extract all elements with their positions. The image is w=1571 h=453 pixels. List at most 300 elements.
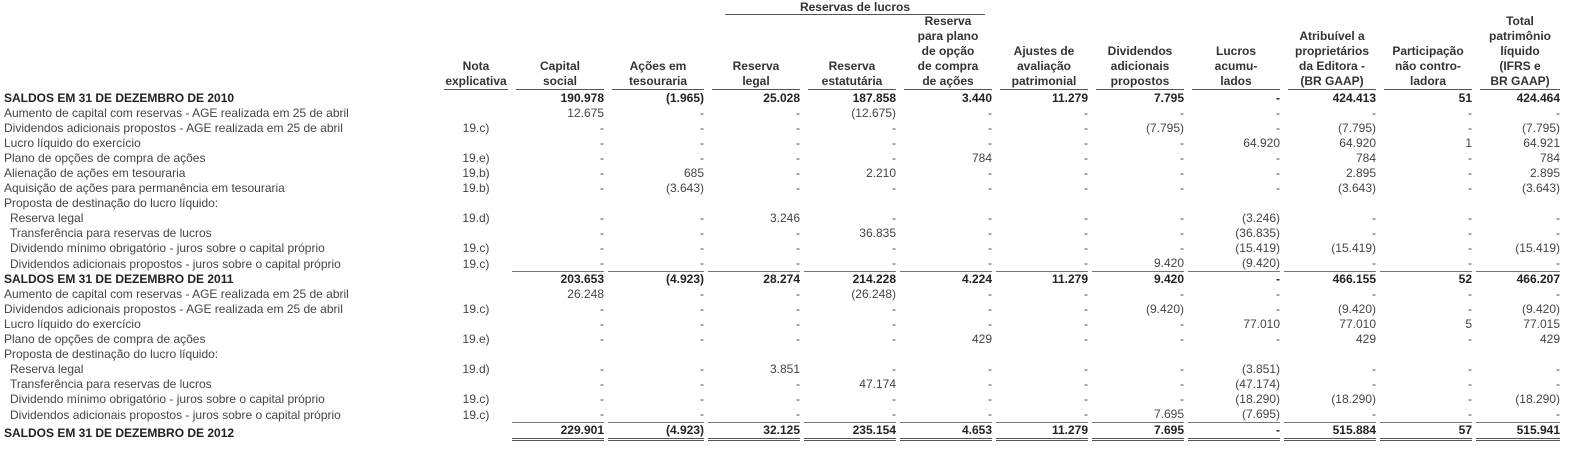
table-row bbox=[0, 136, 1564, 151]
row-label: Transferência para reservas de lucros bbox=[10, 226, 212, 240]
cell-text: - bbox=[1276, 121, 1280, 135]
cell-value bbox=[1188, 332, 1284, 347]
cell-value bbox=[608, 241, 708, 256]
cell-value bbox=[1284, 211, 1380, 226]
cell-value bbox=[804, 377, 900, 392]
cell-value bbox=[1092, 166, 1188, 181]
cell-text: - bbox=[1180, 226, 1184, 240]
cell-value bbox=[708, 407, 804, 423]
cell-value bbox=[512, 211, 608, 226]
cell-value bbox=[1284, 272, 1380, 287]
cell-text: - bbox=[1180, 287, 1184, 301]
cell-value bbox=[1284, 196, 1380, 211]
cell-value bbox=[996, 211, 1092, 226]
cell-value bbox=[804, 196, 900, 211]
cell-value bbox=[608, 332, 708, 347]
row-label: Reserva legal bbox=[10, 211, 84, 225]
cell-value bbox=[1188, 423, 1284, 441]
cell-text: - bbox=[1180, 106, 1184, 120]
cell-value bbox=[1188, 362, 1284, 377]
cell-value bbox=[1188, 347, 1284, 362]
cell-value bbox=[708, 347, 804, 362]
cell-text: - bbox=[1372, 377, 1376, 391]
cell-text: - bbox=[700, 332, 704, 346]
cell-value bbox=[1188, 302, 1284, 317]
cell-text: 187.858 bbox=[852, 91, 896, 105]
cell-text: 36.835 bbox=[859, 226, 896, 240]
cell-text: 515.884 bbox=[1284, 423, 1376, 441]
cell-text: - bbox=[1084, 241, 1088, 255]
cell-value bbox=[804, 241, 900, 256]
table-row bbox=[0, 423, 1564, 441]
cell-text: 7.795 bbox=[1153, 91, 1184, 105]
cell-text: - bbox=[1372, 106, 1376, 120]
cell-value bbox=[1284, 91, 1380, 106]
cell-text: - bbox=[988, 377, 992, 391]
column-header: Reserva para plano de opção de compra de ações bbox=[904, 14, 992, 90]
cell-text: 784 bbox=[971, 151, 992, 165]
cell-value bbox=[512, 392, 608, 407]
cell-text: - bbox=[988, 166, 992, 180]
cell-text: - bbox=[1180, 362, 1184, 376]
cell-text: 32.125 bbox=[708, 423, 800, 441]
cell-text: - bbox=[700, 377, 704, 391]
cell-text: - bbox=[1084, 287, 1088, 301]
cell-value bbox=[708, 121, 804, 136]
row-note bbox=[440, 287, 512, 302]
cell-text: (1.965) bbox=[665, 91, 704, 105]
cell-value bbox=[804, 181, 900, 196]
cell-value bbox=[1092, 106, 1188, 121]
cell-value bbox=[996, 256, 1092, 272]
cell-text: - bbox=[1084, 121, 1088, 135]
cell-text: - bbox=[700, 136, 704, 150]
cell-value bbox=[512, 226, 608, 241]
cell-value bbox=[1476, 302, 1564, 317]
row-note bbox=[440, 91, 512, 106]
cell-value bbox=[1092, 423, 1188, 441]
cell-text: 190.978 bbox=[560, 91, 604, 105]
cell-value bbox=[1092, 362, 1188, 377]
cell-value bbox=[900, 91, 996, 106]
cell-text: (3.643) bbox=[1337, 181, 1376, 195]
cell-value bbox=[1284, 241, 1380, 256]
cell-text: - bbox=[600, 136, 604, 150]
cell-text: - bbox=[1556, 287, 1560, 301]
cell-text: - bbox=[600, 302, 604, 316]
cell-text: - bbox=[700, 226, 704, 240]
table-row bbox=[0, 121, 1564, 136]
cell-text: 424.464 bbox=[1516, 91, 1560, 105]
cell-text: - bbox=[700, 211, 704, 225]
cell-value bbox=[996, 91, 1092, 106]
column-header: Atribuível a proprietários da Editora - (BR GAAP) bbox=[1288, 29, 1376, 90]
cell-value bbox=[996, 226, 1092, 241]
cell-value bbox=[1380, 211, 1476, 226]
cell-text: - bbox=[708, 407, 800, 423]
cell-text: - bbox=[988, 121, 992, 135]
row-note: 19.c) bbox=[462, 408, 490, 422]
cell-text: - bbox=[1276, 181, 1280, 195]
cell-value bbox=[900, 211, 996, 226]
cell-text: - bbox=[1180, 211, 1184, 225]
cell-value bbox=[708, 166, 804, 181]
cell-value bbox=[1380, 196, 1476, 211]
cell-text: - bbox=[1468, 121, 1472, 135]
cell-text: - bbox=[988, 302, 992, 316]
cell-text: - bbox=[1084, 332, 1088, 346]
cell-text: - bbox=[608, 407, 704, 423]
cell-value bbox=[708, 256, 804, 272]
cell-value bbox=[1380, 181, 1476, 196]
cell-value bbox=[608, 121, 708, 136]
cell-value bbox=[900, 407, 996, 423]
cell-text: - bbox=[600, 241, 604, 255]
row-label: Plano de opções de compra de ações bbox=[4, 332, 206, 346]
cell-value bbox=[1092, 332, 1188, 347]
cell-value bbox=[1380, 347, 1476, 362]
cell-text: 229.901 bbox=[512, 423, 604, 441]
cell-text: (15.419) bbox=[1515, 241, 1560, 255]
table-row bbox=[0, 407, 1564, 423]
row-note bbox=[440, 272, 512, 287]
cell-text: - bbox=[796, 166, 800, 180]
cell-value bbox=[708, 226, 804, 241]
cell-value bbox=[608, 106, 708, 121]
cell-value bbox=[1380, 317, 1476, 332]
cell-value bbox=[996, 287, 1092, 302]
cell-text: - bbox=[892, 317, 896, 331]
cell-text: - bbox=[796, 302, 800, 316]
cell-value bbox=[708, 272, 804, 287]
row-label: SALDOS EM 31 DE DEZEMBRO DE 2010 bbox=[4, 91, 235, 105]
cell-text: 12.675 bbox=[567, 106, 604, 120]
cell-value bbox=[512, 272, 608, 287]
cell-text: 2.895 bbox=[1345, 166, 1376, 180]
cell-text: 64.920 bbox=[1339, 136, 1376, 150]
row-label: SALDOS EM 31 DE DEZEMBRO DE 2012 bbox=[4, 426, 235, 440]
cell-value bbox=[512, 106, 608, 121]
cell-value bbox=[708, 423, 804, 441]
cell-value bbox=[608, 302, 708, 317]
cell-text: (4.923) bbox=[665, 272, 704, 286]
cell-text: - bbox=[1084, 106, 1088, 120]
cell-text: - bbox=[1180, 332, 1184, 346]
cell-value bbox=[1284, 392, 1380, 407]
cell-value bbox=[1188, 241, 1284, 256]
cell-value bbox=[900, 106, 996, 121]
cell-text: 11.279 bbox=[1051, 272, 1088, 286]
cell-value bbox=[1284, 181, 1380, 196]
cell-value bbox=[608, 407, 708, 423]
cell-value bbox=[608, 211, 708, 226]
cell-value bbox=[608, 196, 708, 211]
cell-value bbox=[512, 151, 608, 166]
cell-text: - bbox=[796, 121, 800, 135]
cell-text: - bbox=[796, 332, 800, 346]
cell-text: (7.795) bbox=[1145, 121, 1184, 135]
cell-value bbox=[608, 91, 708, 106]
cell-value bbox=[1476, 332, 1564, 347]
cell-value bbox=[1380, 256, 1476, 272]
cell-text: - bbox=[700, 392, 704, 406]
cell-text: - bbox=[1084, 392, 1088, 406]
cell-text: - bbox=[892, 241, 896, 255]
cell-value bbox=[1380, 362, 1476, 377]
cell-value bbox=[1188, 226, 1284, 241]
cell-text: - bbox=[600, 226, 604, 240]
cell-text: 11.279 bbox=[996, 423, 1088, 441]
cell-text: (26.248) bbox=[851, 287, 896, 301]
cell-value bbox=[996, 392, 1092, 407]
row-label: Proposta de destinação do lucro líquido: bbox=[4, 196, 219, 210]
cell-value bbox=[900, 136, 996, 151]
cell-value bbox=[608, 362, 708, 377]
cell-text: 5 bbox=[1465, 317, 1472, 331]
cell-value bbox=[512, 91, 608, 106]
cell-value bbox=[804, 166, 900, 181]
cell-text: - bbox=[796, 226, 800, 240]
cell-text: (15.419) bbox=[1235, 241, 1280, 255]
cell-value bbox=[900, 256, 996, 272]
cell-text: - bbox=[1180, 317, 1184, 331]
cell-text: 784 bbox=[1539, 151, 1560, 165]
cell-value bbox=[608, 136, 708, 151]
cell-value bbox=[512, 347, 608, 362]
cell-text: - bbox=[892, 181, 896, 195]
cell-value bbox=[804, 272, 900, 287]
cell-text: 466.155 bbox=[1332, 272, 1376, 286]
table-row bbox=[0, 362, 1564, 377]
row-note: 19.c) bbox=[462, 302, 490, 316]
cell-text: - bbox=[892, 392, 896, 406]
cell-text: - bbox=[1084, 317, 1088, 331]
cell-text: - bbox=[1276, 106, 1280, 120]
cell-value bbox=[1188, 392, 1284, 407]
cell-value bbox=[1092, 151, 1188, 166]
cell-value bbox=[1092, 226, 1188, 241]
cell-text: - bbox=[1556, 211, 1560, 225]
cell-text: - bbox=[1468, 362, 1472, 376]
cell-value bbox=[512, 302, 608, 317]
column-header: Lucros acumu- lados bbox=[1192, 44, 1280, 90]
cell-text: - bbox=[600, 362, 604, 376]
row-note: 19.e) bbox=[462, 151, 490, 165]
cell-text: 51 bbox=[1458, 91, 1472, 105]
cell-value bbox=[1284, 407, 1380, 423]
cell-text: - bbox=[1372, 362, 1376, 376]
cell-text: - bbox=[892, 332, 896, 346]
column-header: Dividendos adicionais propostos bbox=[1096, 44, 1184, 90]
cell-text: (47.174) bbox=[1235, 377, 1280, 391]
cell-value bbox=[804, 287, 900, 302]
cell-value bbox=[608, 151, 708, 166]
table-row bbox=[0, 256, 1564, 272]
cell-text: - bbox=[796, 151, 800, 165]
cell-value bbox=[1476, 151, 1564, 166]
cell-text: - bbox=[1084, 136, 1088, 150]
cell-text: - bbox=[892, 211, 896, 225]
cell-text: - bbox=[600, 377, 604, 391]
cell-value bbox=[1284, 362, 1380, 377]
cell-text: - bbox=[1276, 166, 1280, 180]
cell-value bbox=[804, 302, 900, 317]
cell-text: - bbox=[988, 226, 992, 240]
cell-value bbox=[1380, 151, 1476, 166]
cell-value bbox=[1380, 287, 1476, 302]
cell-value bbox=[1092, 256, 1188, 272]
cell-value bbox=[1380, 166, 1476, 181]
cell-value bbox=[1188, 272, 1284, 287]
cell-value bbox=[1188, 377, 1284, 392]
cell-value bbox=[996, 302, 1092, 317]
cell-text: (18.290) bbox=[1331, 392, 1376, 406]
cell-value bbox=[512, 317, 608, 332]
cell-text: - bbox=[700, 241, 704, 255]
cell-text: 466.207 bbox=[1516, 272, 1560, 286]
cell-value bbox=[900, 302, 996, 317]
cell-value bbox=[996, 241, 1092, 256]
cell-value bbox=[1284, 166, 1380, 181]
cell-text: - bbox=[892, 151, 896, 165]
cell-text: 3.440 bbox=[961, 91, 992, 105]
cell-value bbox=[900, 196, 996, 211]
cell-value bbox=[708, 241, 804, 256]
cell-value bbox=[996, 347, 1092, 362]
cell-value bbox=[996, 196, 1092, 211]
cell-text: (9.420) bbox=[1337, 302, 1376, 316]
cell-text: - bbox=[1180, 181, 1184, 195]
table-row bbox=[0, 226, 1564, 241]
cell-text: - bbox=[1468, 302, 1472, 316]
cell-text: 784 bbox=[1355, 151, 1376, 165]
row-note bbox=[440, 226, 512, 241]
cell-value bbox=[1476, 196, 1564, 211]
cell-value bbox=[1284, 121, 1380, 136]
cell-text: - bbox=[1084, 377, 1088, 391]
cell-value bbox=[1476, 136, 1564, 151]
cell-text: - bbox=[988, 392, 992, 406]
cell-text: (9.420) bbox=[1521, 302, 1560, 316]
cell-text: - bbox=[1180, 166, 1184, 180]
cell-value bbox=[708, 151, 804, 166]
cell-value bbox=[1284, 136, 1380, 151]
row-label: Aumento de capital com reservas - AGE realizada em 25 de abril bbox=[4, 287, 349, 301]
row-label: Dividendos adicionais propostos - AGE realizada em 25 de abril bbox=[4, 121, 343, 135]
cell-text: (3.851) bbox=[1241, 362, 1280, 376]
row-label: Plano de opções de compra de ações bbox=[4, 151, 206, 165]
cell-value bbox=[996, 181, 1092, 196]
cell-value bbox=[608, 287, 708, 302]
cell-text: - bbox=[1276, 302, 1280, 316]
cell-value bbox=[804, 332, 900, 347]
cell-text: - bbox=[700, 362, 704, 376]
cell-value bbox=[1284, 347, 1380, 362]
cell-value bbox=[900, 272, 996, 287]
cell-value bbox=[708, 377, 804, 392]
cell-value bbox=[900, 241, 996, 256]
cell-value bbox=[1092, 347, 1188, 362]
cell-value bbox=[900, 347, 996, 362]
cell-text: - bbox=[1084, 166, 1088, 180]
cell-text: (3.246) bbox=[1241, 211, 1280, 225]
cell-value bbox=[1476, 347, 1564, 362]
cell-value bbox=[804, 392, 900, 407]
cell-text: 9.420 bbox=[1153, 272, 1184, 286]
cell-value bbox=[900, 332, 996, 347]
cell-value bbox=[900, 226, 996, 241]
cell-value bbox=[804, 423, 900, 441]
cell-value bbox=[708, 181, 804, 196]
cell-text: 4.224 bbox=[961, 272, 992, 286]
cell-value bbox=[1284, 106, 1380, 121]
cell-value bbox=[996, 377, 1092, 392]
row-label: Aumento de capital com reservas - AGE realizada em 25 de abril bbox=[4, 106, 349, 120]
cell-text: 77.015 bbox=[1523, 317, 1560, 331]
cell-text: 4.653 bbox=[900, 423, 992, 441]
row-label: Lucro líquido do exercício bbox=[4, 317, 141, 331]
cell-value bbox=[1380, 91, 1476, 106]
cell-text: - bbox=[804, 407, 896, 423]
cell-value bbox=[900, 121, 996, 136]
row-note bbox=[440, 136, 512, 151]
cell-value bbox=[512, 256, 608, 272]
cell-value bbox=[1476, 377, 1564, 392]
cell-text: - bbox=[796, 136, 800, 150]
equity-statement-table bbox=[0, 91, 1564, 441]
cell-text: 429 bbox=[1355, 332, 1376, 346]
cell-value bbox=[1284, 332, 1380, 347]
cell-value bbox=[1380, 302, 1476, 317]
row-note: 19.d) bbox=[462, 362, 490, 376]
cell-text: - bbox=[1084, 151, 1088, 165]
cell-value bbox=[608, 272, 708, 287]
cell-text: - bbox=[988, 241, 992, 255]
cell-value bbox=[608, 317, 708, 332]
cell-value bbox=[1476, 226, 1564, 241]
row-label: Lucro líquido do exercício bbox=[4, 136, 141, 150]
cell-value bbox=[708, 302, 804, 317]
cell-text: (3.643) bbox=[1521, 181, 1560, 195]
cell-value bbox=[1476, 362, 1564, 377]
cell-text: 77.010 bbox=[1339, 317, 1376, 331]
cell-value bbox=[1188, 196, 1284, 211]
row-note: 19.b) bbox=[462, 181, 490, 195]
table-row bbox=[0, 151, 1564, 166]
row-label: Transferência para reservas de lucros bbox=[10, 377, 212, 391]
cell-value bbox=[1092, 272, 1188, 287]
cell-value bbox=[1380, 332, 1476, 347]
cell-value bbox=[996, 166, 1092, 181]
cell-text: (4.923) bbox=[608, 423, 704, 441]
cell-text: - bbox=[1468, 226, 1472, 240]
cell-value bbox=[996, 106, 1092, 121]
cell-value bbox=[1188, 211, 1284, 226]
cell-text: - bbox=[988, 317, 992, 331]
cell-text: - bbox=[700, 287, 704, 301]
cell-value bbox=[1188, 91, 1284, 106]
table-row bbox=[0, 302, 1564, 317]
cell-text: 2.895 bbox=[1529, 166, 1560, 180]
cell-value bbox=[1188, 166, 1284, 181]
cell-value bbox=[804, 256, 900, 272]
cell-value bbox=[900, 423, 996, 441]
cell-text: 424.413 bbox=[1332, 91, 1376, 105]
cell-text: - bbox=[1468, 392, 1472, 406]
cell-text: (36.835) bbox=[1235, 226, 1280, 240]
cell-value bbox=[804, 136, 900, 151]
cell-value bbox=[1092, 91, 1188, 106]
